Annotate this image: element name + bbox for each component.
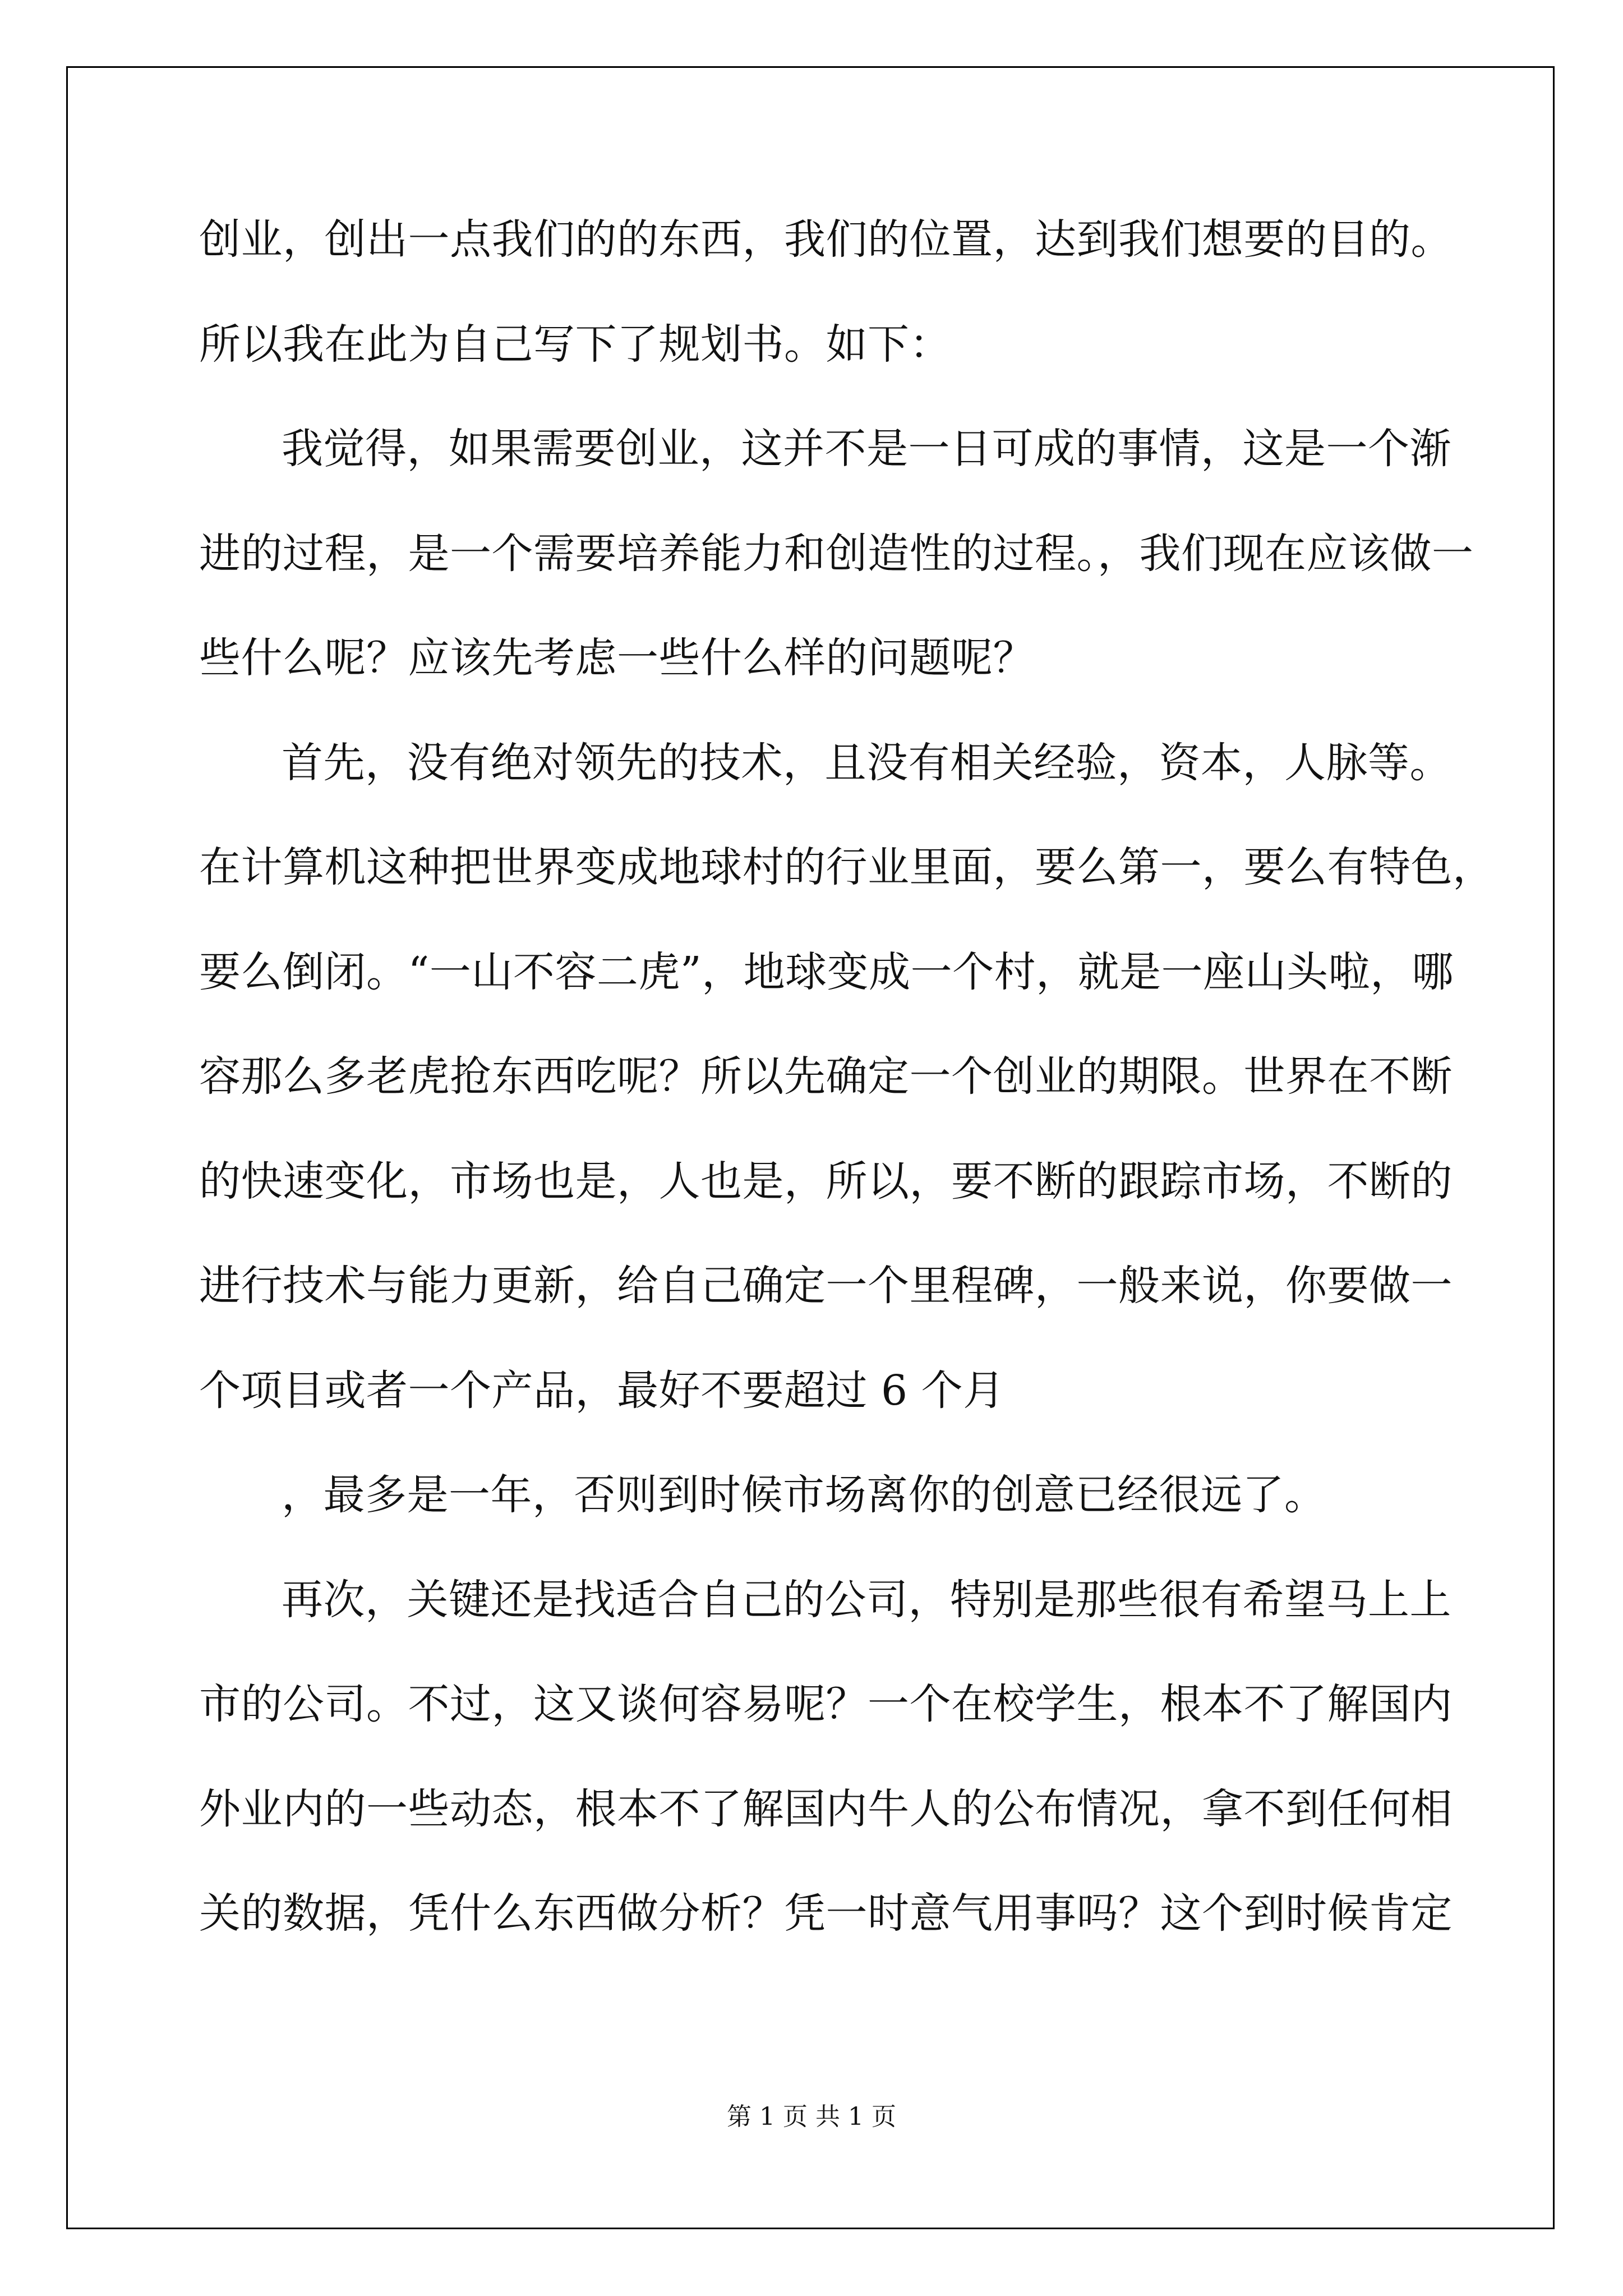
text-line: 些什么呢？应该先考虑一些什么样的问题呢？ [199,634,1035,682]
text-line: ，最多是一年，否则到时候市场离你的创意已经很远了。 [282,1471,1326,1519]
text-line: 关的数据，凭什么东西做分析？凭一时意气用事吗？这个到时候肯定 [199,1889,1453,1938]
page-footer: 第 1 页 共 1 页 [727,2102,896,2131]
text-line: 创业，创出一点我们的的东西，我们的位置，达到我们想要的目的。 [199,215,1453,264]
text-line: 在计算机这种把世界变成地球村的行业里面，要么第一，要么有特色， [199,843,1495,891]
text-line: 容那么多老虎抢东西吃呢？所以先确定一个创业的期限。世界在不断 [199,1052,1453,1101]
text-line: 市的公司。不过，这又谈何容易呢？一个在校学生，根本不了解国内 [199,1680,1453,1728]
text-line: 首先，没有绝对领先的技术，且没有相关经验，资本，人脉等。 [282,739,1451,787]
text-line: 再次，关键还是找适合自己的公司，特别是那些很有希望马上上 [282,1576,1451,1624]
text-line: 进的过程，是一个需要培养能力和创造性的过程。，我们现在应该做一 [199,530,1474,578]
text-line: 要么倒闭。“一山不容二虎”，地球变成一个村，就是一座山头啦，哪 [199,948,1454,996]
text-line: 的快速变化，市场也是，人也是，所以，要不断的跟踪市场，不断的 [199,1157,1453,1205]
text-line: 我觉得，如果需要创业，这并不是一日可成的事情，这是一个渐 [282,425,1451,473]
text-line: 所以我在此为自己写下了规划书。如下： [199,320,951,369]
text-line: 个项目或者一个产品，最好不要超过 6 个月 [199,1366,1005,1415]
text-line: 进行技术与能力更新，给自己确定一个里程碑，一般来说，你要做一 [199,1262,1453,1310]
text-line: 外业内的一些动态，根本不了解国内牛人的公布情况，拿不到任何相 [199,1785,1453,1833]
